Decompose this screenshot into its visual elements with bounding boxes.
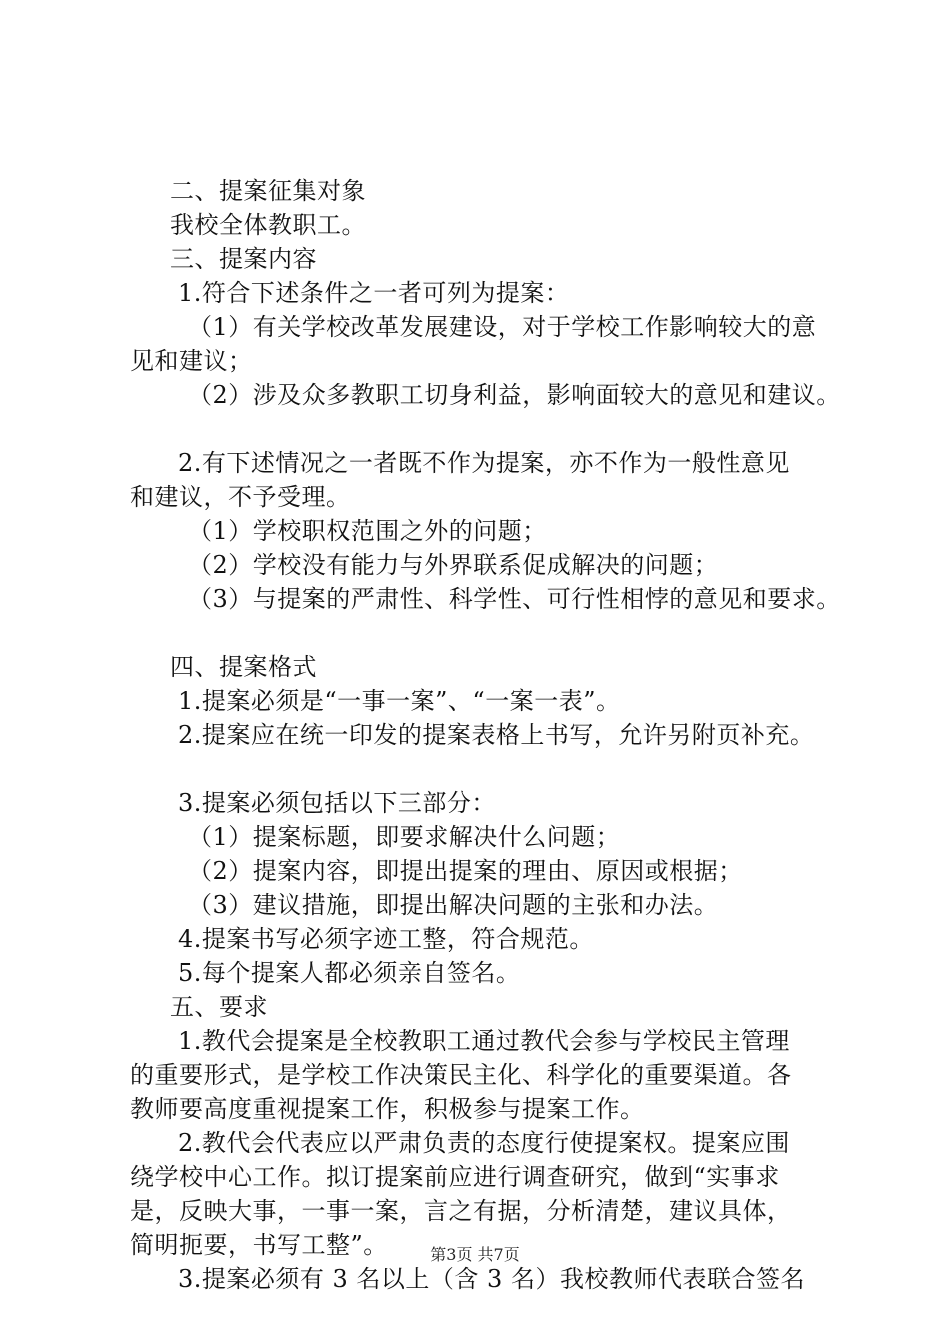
- paragraph-line: 4.提案书写必须字迹工整，符合规范。: [178, 925, 594, 953]
- document-body: [130, 174, 850, 1296]
- section-heading: 五、要求: [170, 993, 268, 1021]
- paragraph-line: 是，反映大事，一事一案，言之有据，分析清楚，建议具体，: [130, 1197, 792, 1225]
- section-heading: 四、提案格式: [170, 653, 317, 681]
- paragraph-line: 教师要高度重视提案工作，积极参与提案工作。: [130, 1095, 645, 1123]
- paragraph-line: 2.提案应在统一印发的提案表格上书写，允许另附页补充。: [178, 721, 815, 749]
- list-item: （1）有关学校改革发展建设，对于学校工作影响较大的意: [188, 313, 817, 341]
- list-item: （3）建议措施，即提出解决问题的主张和办法。: [188, 891, 719, 919]
- paragraph-line: 3.提案必须有 3 名以上（含 3 名）我校教师代表联合签名: [178, 1265, 805, 1293]
- paragraph-line: 1.符合下述条件之一者可列为提案：: [178, 279, 570, 307]
- paragraph-line: 绕学校中心工作。拟订提案前应进行调查研究，做到“实事求: [130, 1163, 780, 1191]
- paragraph-line: 的重要形式，是学校工作决策民主化、科学化的重要渠道。各: [130, 1061, 792, 1089]
- paragraph-line: 和建议，不予受理。: [130, 483, 351, 511]
- paragraph-line: 简明扼要，书写工整”。: [130, 1231, 388, 1259]
- paragraph-line: 5.每个提案人都必须亲自签名。: [178, 959, 521, 987]
- paragraph-line: 2.教代会代表应以严肃负责的态度行使提案权。提案应围: [178, 1129, 790, 1157]
- list-item: （2）涉及众多教职工切身利益，影响面较大的意见和建议。: [188, 381, 841, 409]
- list-item: （1）学校职权范围之外的问题；: [188, 517, 547, 545]
- list-item: （3）与提案的严肃性、科学性、可行性相悖的意见和要求。: [188, 585, 841, 613]
- paragraph-gap: [170, 616, 850, 650]
- paragraph-line: 1.教代会提案是全校教职工通过教代会参与学校民主管理: [178, 1027, 790, 1055]
- paragraph-line: 1.提案必须是“一事一案”、“一案一表”。: [178, 687, 621, 715]
- list-item: （2）学校没有能力与外界联系促成解决的问题；: [188, 551, 719, 579]
- list-item: （2）提案内容，即提出提案的理由、原因或根据；: [188, 857, 743, 885]
- section-heading: 三、提案内容: [170, 245, 317, 273]
- paragraph-gap: [170, 412, 850, 446]
- list-item: （1）提案标题，即要求解决什么问题；: [188, 823, 621, 851]
- paragraph-line: 3.提案必须包括以下三部分：: [178, 789, 496, 817]
- paragraph-line: 见和建议；: [130, 347, 253, 375]
- section-heading: 二、提案征集对象: [170, 177, 366, 205]
- paragraph-line: 我校全体教职工。: [170, 211, 366, 239]
- paragraph-gap: [170, 752, 850, 786]
- paragraph-line: 2.有下述情况之一者既不作为提案，亦不作为一般性意见: [178, 449, 790, 477]
- page-number-footer: 第3页 共7页: [430, 1245, 520, 1264]
